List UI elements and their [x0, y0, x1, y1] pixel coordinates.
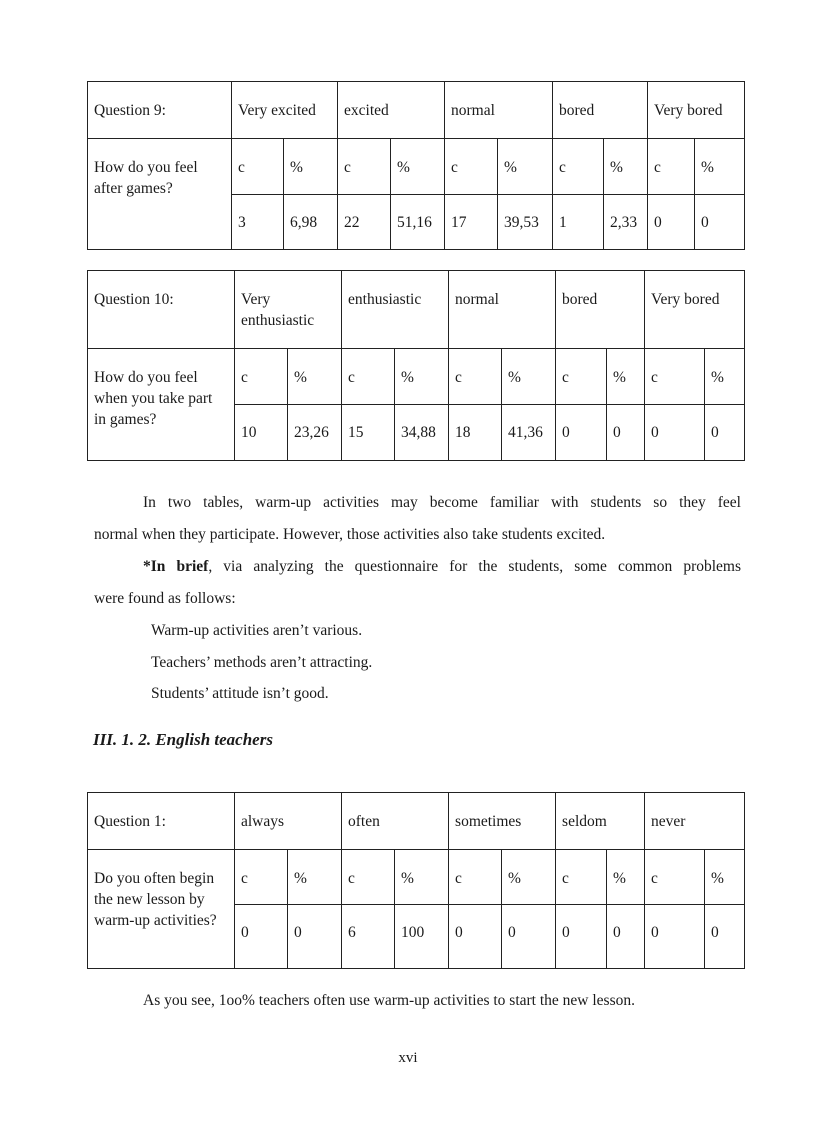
- value-cell: 51,16: [391, 195, 445, 250]
- subheader-cell: c: [338, 139, 391, 195]
- value-cell: 0: [607, 405, 645, 461]
- subheader-cell: c: [232, 139, 284, 195]
- header-cell: normal: [445, 82, 553, 139]
- question-10-table: [87, 270, 745, 461]
- list-item: Teachers’ methods aren’t attracting.: [151, 654, 373, 671]
- header-cell: sometimes: [449, 793, 556, 850]
- value-cell: 41,36: [502, 405, 556, 461]
- header-cell: seldom: [556, 793, 645, 850]
- list-item: Warm-up activities aren’t various.: [151, 622, 363, 639]
- conclusion-paragraph: As you see, 1oo% teachers often use warm-up activities to start the new lesson.: [143, 992, 635, 1009]
- header-cell: normal: [449, 271, 556, 349]
- value-cell: 0: [695, 195, 745, 250]
- value-cell: 3: [232, 195, 284, 250]
- value-cell: 34,88: [395, 405, 449, 461]
- list-item: Students’ attitude isn’t good.: [151, 685, 329, 702]
- value-cell: 0: [705, 405, 745, 461]
- value-cell: 23,26: [288, 405, 342, 461]
- subheader-cell: c: [342, 349, 395, 405]
- header-cell: often: [342, 793, 449, 850]
- value-cell: 0: [645, 405, 705, 461]
- value-cell: 0: [705, 905, 745, 969]
- subheader-cell: c: [556, 850, 607, 905]
- subheader-cell: %: [288, 349, 342, 405]
- subheader-cell: c: [648, 139, 695, 195]
- value-cell: 0: [235, 905, 288, 969]
- header-cell: always: [235, 793, 342, 850]
- subheader-cell: %: [288, 850, 342, 905]
- value-cell: 0: [607, 905, 645, 969]
- value-cell: 100: [395, 905, 449, 969]
- subheader-cell: c: [235, 850, 288, 905]
- subheader-cell: %: [705, 850, 745, 905]
- subheader-cell: %: [395, 850, 449, 905]
- question-prompt: How do you feel when you take part in games?: [88, 349, 235, 461]
- subheader-cell: %: [502, 349, 556, 405]
- value-cell: 0: [648, 195, 695, 250]
- analysis-paragraph-line-2: normal when they participate. However, those activities also take students excited.: [94, 526, 606, 543]
- value-cell: 18: [449, 405, 502, 461]
- question-label: Question 10:: [88, 271, 235, 349]
- value-cell: 0: [288, 905, 342, 969]
- subheader-cell: c: [645, 349, 705, 405]
- value-cell: 10: [235, 405, 288, 461]
- subheader-cell: c: [553, 139, 604, 195]
- header-cell: bored: [556, 271, 645, 349]
- header-cell: Very bored: [645, 271, 745, 349]
- subheader-cell: %: [695, 139, 745, 195]
- header-cell: Very enthusiastic: [235, 271, 342, 349]
- value-cell: 15: [342, 405, 395, 461]
- subheader-cell: %: [604, 139, 648, 195]
- subheader-cell: c: [645, 850, 705, 905]
- subheader-cell: %: [391, 139, 445, 195]
- analysis-paragraph-line-1: In two tables, warm-up activities may become familiar with students so they feel: [143, 494, 741, 511]
- header-cell: Very excited: [232, 82, 338, 139]
- question-label: Question 1:: [88, 793, 235, 850]
- value-cell: 0: [556, 405, 607, 461]
- section-heading: III. 1. 2. English teachers: [93, 730, 273, 749]
- brief-paragraph-line-2: were found as follows:: [94, 590, 236, 607]
- subheader-cell: %: [498, 139, 553, 195]
- subheader-cell: c: [235, 349, 288, 405]
- value-cell: 22: [338, 195, 391, 250]
- header-cell: Very bored: [648, 82, 745, 139]
- header-cell: excited: [338, 82, 445, 139]
- subheader-cell: c: [556, 349, 607, 405]
- value-cell: 6: [342, 905, 395, 969]
- value-cell: 6,98: [284, 195, 338, 250]
- header-cell: enthusiastic: [342, 271, 449, 349]
- value-cell: 0: [645, 905, 705, 969]
- value-cell: 2,33: [604, 195, 648, 250]
- value-cell: 0: [449, 905, 502, 969]
- subheader-cell: %: [607, 349, 645, 405]
- question-prompt: Do you often begin the new lesson by warm-up activities?: [88, 850, 235, 969]
- question-prompt: How do you feel after games?: [88, 139, 232, 250]
- value-cell: 1: [553, 195, 604, 250]
- brief-lead: *In brief: [143, 558, 209, 575]
- brief-text: , via analyzing the questionnaire for the students, some common problems: [208, 558, 742, 575]
- subheader-cell: %: [395, 349, 449, 405]
- subheader-cell: c: [445, 139, 498, 195]
- value-cell: 39,53: [498, 195, 553, 250]
- subheader-cell: c: [342, 850, 395, 905]
- brief-paragraph-line-1: [143, 551, 741, 583]
- subheader-cell: %: [284, 139, 338, 195]
- page-number: xvi: [398, 1050, 418, 1066]
- header-cell: never: [645, 793, 745, 850]
- subheader-cell: c: [449, 850, 502, 905]
- subheader-cell: %: [502, 850, 556, 905]
- subheader-cell: %: [607, 850, 645, 905]
- value-cell: 0: [556, 905, 607, 969]
- teacher-question-1-table: [87, 792, 745, 969]
- question-label: Question 9:: [88, 82, 232, 139]
- subheader-cell: c: [449, 349, 502, 405]
- subheader-cell: %: [705, 349, 745, 405]
- question-9-table: [87, 81, 745, 250]
- value-cell: 17: [445, 195, 498, 250]
- value-cell: 0: [502, 905, 556, 969]
- header-cell: bored: [553, 82, 648, 139]
